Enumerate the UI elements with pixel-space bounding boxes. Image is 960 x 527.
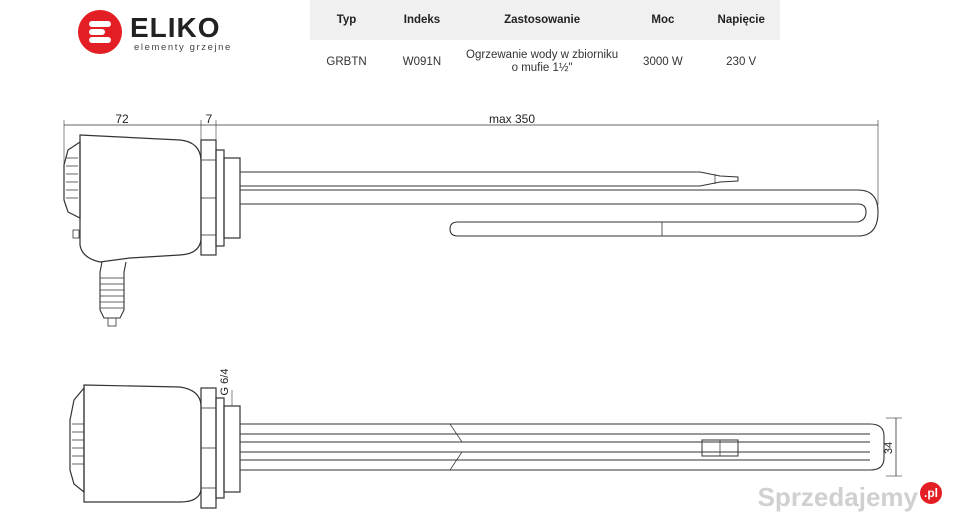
cell-zastosowanie: Ogrzewanie wody w zbiorniku o mufie 1½" — [466, 49, 619, 74]
brand-name: ELIKO — [130, 12, 221, 43]
col-header-napiecie: Napięcie — [702, 0, 780, 40]
col-header-zastosowanie: Zastosowanie — [461, 0, 624, 40]
top-view — [64, 120, 878, 326]
watermark-badge: .pl — [920, 482, 942, 504]
dim-label-thread: G 6/4 — [219, 368, 231, 396]
dim-label-34: 34 — [883, 441, 895, 455]
dim-label-72: 72 — [115, 112, 129, 126]
cell-indeks: W091N — [402, 55, 442, 68]
dim-label-7: 7 — [205, 112, 213, 126]
col-header-moc: Moc — [623, 0, 702, 40]
watermark-text: Sprzedajemy — [757, 482, 918, 512]
cell-napiecie: 230 V — [726, 55, 757, 68]
col-header-typ: Typ — [310, 0, 383, 40]
cell-moc: 3000 W — [643, 55, 683, 68]
brand-tagline: elementy grzejne — [134, 42, 232, 53]
cell-typ: GRBTN — [326, 55, 367, 68]
col-header-indeks: Indeks — [383, 0, 461, 40]
dim-label-max-350: max 350 — [488, 112, 536, 126]
watermark — [758, 482, 942, 513]
